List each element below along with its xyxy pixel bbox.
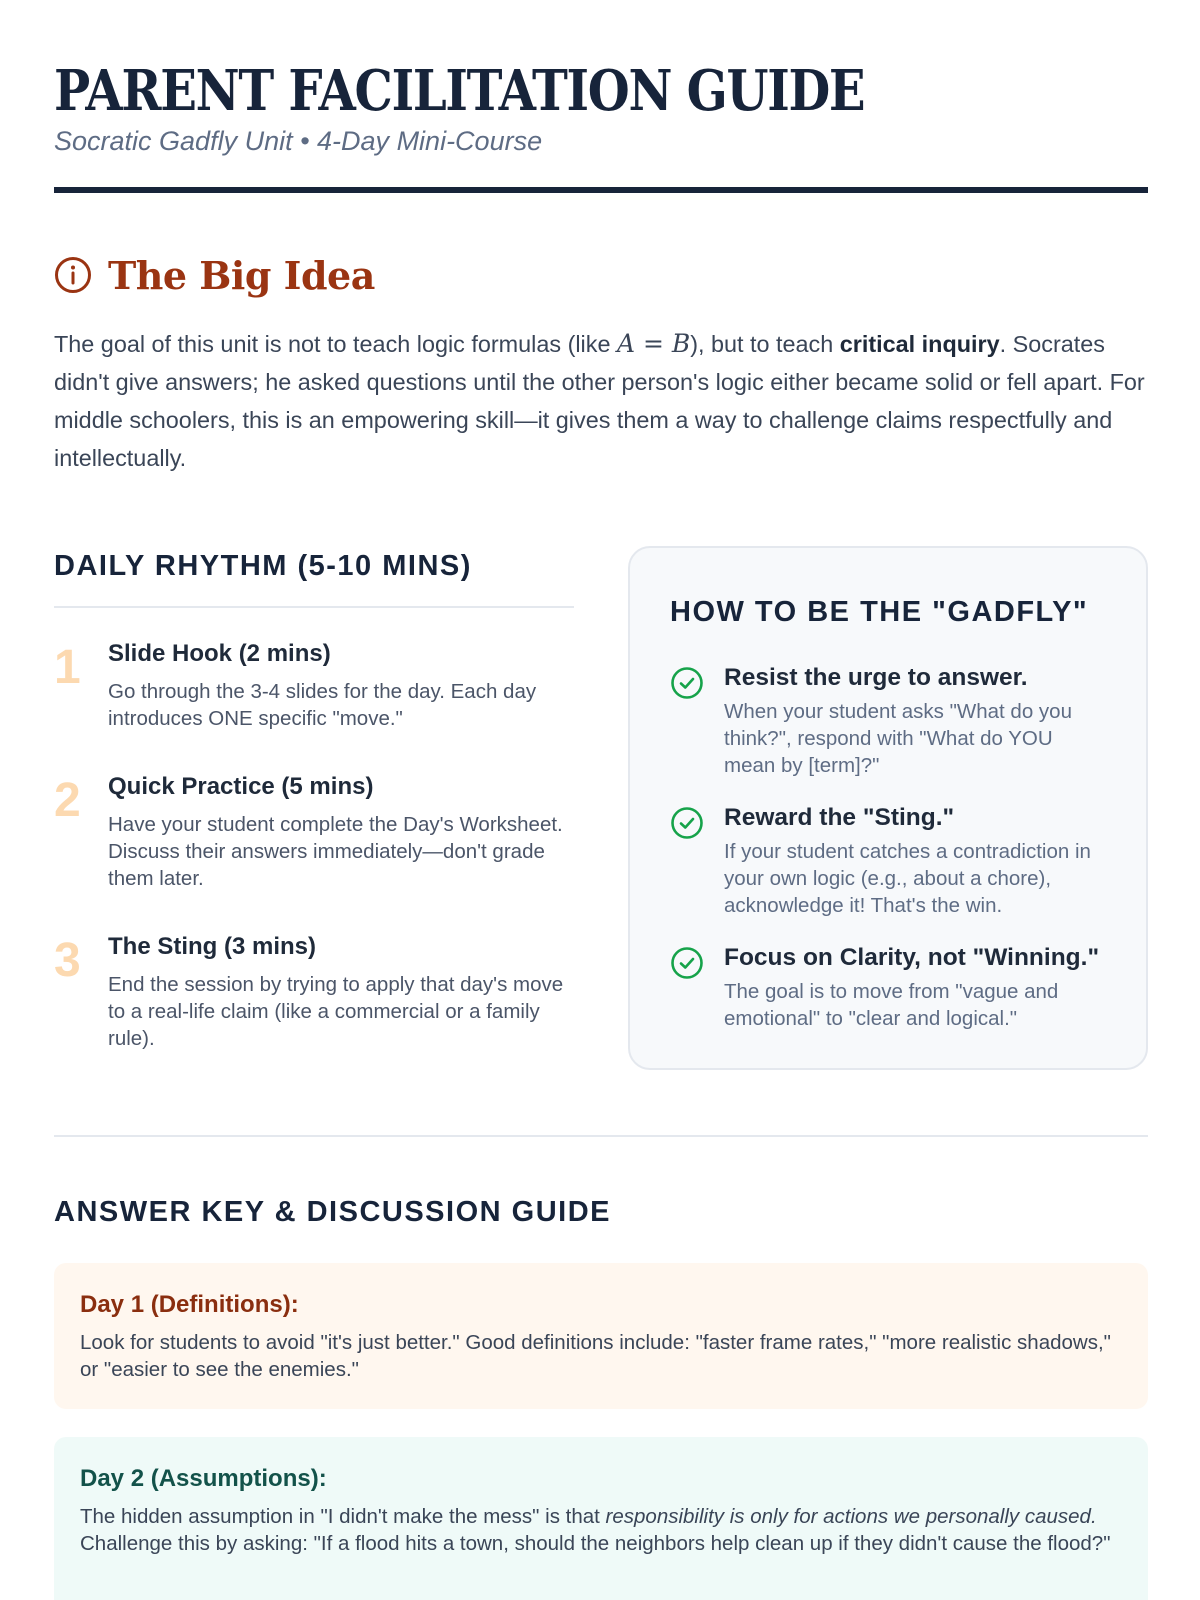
check-circle-icon [670,806,704,840]
big-idea-title: The Big Idea [108,252,375,298]
step-description: Go through the 3-4 slides for the day. Each day introduces ONE specific "move." [108,680,537,730]
day-1-title: Day 1 (Definitions): [80,1291,299,1318]
document-page [54,0,1148,1600]
daily-rhythm-divider [54,606,574,608]
big-idea-text-1: The goal of this unit is not to teach logic formulas (like [54,331,617,357]
day-2-text-1: The hidden assumption in "I didn't make the mess" is that [80,1505,606,1528]
step-description: End the session by trying to apply that day's move to a real-life claim (like a commercial or a family rule). [108,973,564,1050]
step-number: 1 [54,641,81,694]
document-subtitle: Socratic Gadfly Unit • 4-Day Mini-Course [54,126,543,156]
check-circle-icon [670,946,704,980]
day-2-text-2: Challenge this by asking: "If a flood hits a town, should the neighbors help clean up if they didn't cause the flood?" [80,1532,1111,1555]
math-expression [617,329,690,358]
tip-title: Focus on Clarity, not "Winning." [724,944,1100,971]
day-2-body [80,1503,1122,1557]
day-1-body: Look for students to avoid "it's just better." Good definitions include: "faster frame rates," "more realistic shadows," or "easier to see the enemies." [80,1331,1111,1381]
day-2-title: Day 2 (Assumptions): [80,1465,327,1492]
gadfly-tips-card [628,546,1148,1070]
tip-title: Resist the urge to answer. [724,664,1028,691]
document-title: PARENT FACILITATION GUIDE [54,58,865,124]
math-equals: = [635,329,672,358]
header-divider [54,187,1148,193]
tip-description: If your student catches a contradiction in your own logic (e.g., about a chore), acknowledge it! That's the win. [724,840,1091,917]
big-idea-heading [54,250,375,300]
step-title: The Sting (3 mins) [108,933,317,960]
answer-key-heading: ANSWER KEY & DISCUSSION GUIDE [54,1196,611,1228]
step-title: Slide Hook (2 mins) [108,640,331,667]
step-number: 2 [54,774,81,827]
math-var-a: A [616,329,636,358]
big-idea-emphasis: critical inquiry [839,331,1000,357]
tip-description: The goal is to move from "vague and emotional" to "clear and logical." [724,980,1059,1030]
section-divider [54,1135,1148,1137]
day-1-card [54,1263,1148,1409]
tip-title: Reward the "Sting." [724,804,955,831]
big-idea-paragraph [54,325,1148,477]
day-2-emphasis: responsibility is only for actions we personally caused. [605,1505,1097,1528]
check-circle-icon [670,666,704,700]
step-description: Have your student complete the Day's Worksheet. Discuss their answers immediately—don't grade them later. [108,813,563,890]
gadfly-heading: HOW TO BE THE "GADFLY" [670,596,1089,628]
big-idea-text-2: ), but to teach [690,331,840,357]
tip-description: When your student asks "What do you think?", respond with "What do YOU mean by [term]?" [724,700,1072,777]
info-circle-icon [54,256,92,294]
big-idea-text-3: . Socrates didn't give answers; he asked questions until the other person's logic either became solid or fell apart. For middle schoolers, this is an empowering skill—it gives them a way to challenge claims respectfully and intellectually. [54,331,1145,471]
daily-rhythm-heading: DAILY RHYTHM (5-10 MINS) [54,550,472,582]
step-title: Quick Practice (5 mins) [108,773,374,800]
step-number: 3 [54,934,81,987]
math-var-b: B [671,329,691,358]
day-2-card [54,1437,1148,1600]
